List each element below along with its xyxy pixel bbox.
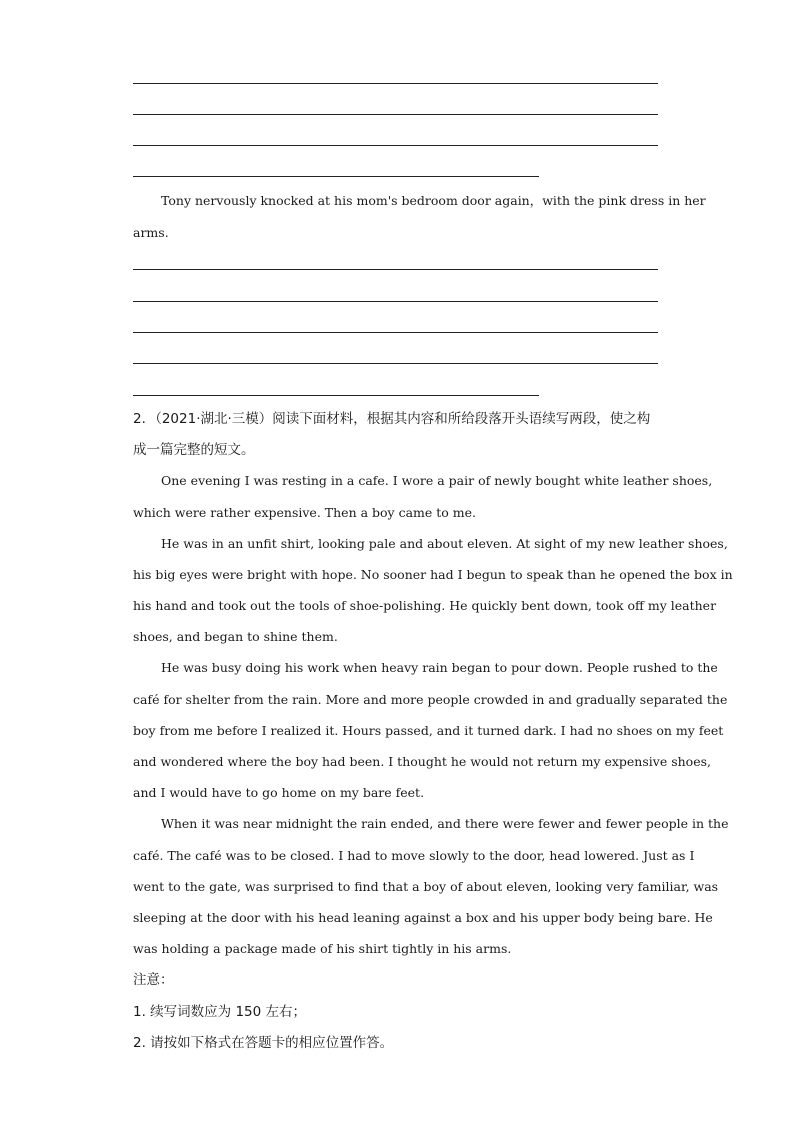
answer-line [133,269,658,270]
passage-line: When it was near midnight the rain ended, and there were fewer and fewer people in the [161,816,729,831]
answer-line [133,395,539,396]
answer-line [133,332,658,333]
answer-line [133,363,658,364]
answer-line [133,145,658,146]
paragraph-prompt-line: Tony nervously knocked at his mom's bedroom door again，with the pink dress in her [161,193,706,208]
passage-line: One evening I was resting in a cafe. I wore a pair of newly bought white leather shoes, [161,473,713,488]
question-header: 成一篇完整的短文。 [133,442,255,458]
passage-line: café. The café was to be closed. I had to move slowly to the door, head lowered. Just as I [133,848,695,863]
notes-title: 注意： [133,972,174,988]
passage-line: boy from me before I realized it. Hours passed, and it turned dark. I had no shoes on my feet [133,723,724,738]
passage-line: his big eyes were bright with hope. No sooner had I begun to speak than he opened the box in [133,567,733,582]
paragraph-prompt-line: arms. [133,225,169,240]
answer-line [133,114,658,115]
passage-line: He was in an unfit shirt, looking pale and about eleven. At sight of my new leather shoes, [161,536,728,551]
passage-line: café for shelter from the rain. More and more people crowded in and gradually separated the [133,692,728,707]
passage-line: was holding a package made of his shirt tightly in his arms. [133,941,512,956]
passage-line: and I would have to go home on my bare feet. [133,785,425,800]
answer-line [133,176,539,177]
passage-line: and wondered where the boy had been. I thought he would not return my expensive shoes, [133,754,711,769]
passage-line: shoes, and began to shine them. [133,629,338,644]
passage-line: his hand and took out the tools of shoe-polishing. He quickly bent down, took off my leather [133,598,717,613]
passage-line: sleeping at the door with his head leaning against a box and his upper body being bare. He [133,910,713,925]
note-item: 2. 请按如下格式在答题卡的相应位置作答。 [133,1035,394,1051]
passage-line: He was busy doing his work when heavy rain began to pour down. People rushed to the [161,660,718,675]
note-item: 1. 续写词数应为 150 左右； [133,1004,307,1020]
passage-line: which were rather expensive. Then a boy came to me. [133,505,476,520]
answer-line [133,301,658,302]
question-header: 2．（2021·湖北·三模）阅读下面材料，根据其内容和所给段落开头语续写两段，使之构 [133,411,651,427]
passage-line: went to the gate, was surprised to find that a boy of about eleven, looking very familiar, was [133,879,719,894]
answer-line [133,83,658,84]
